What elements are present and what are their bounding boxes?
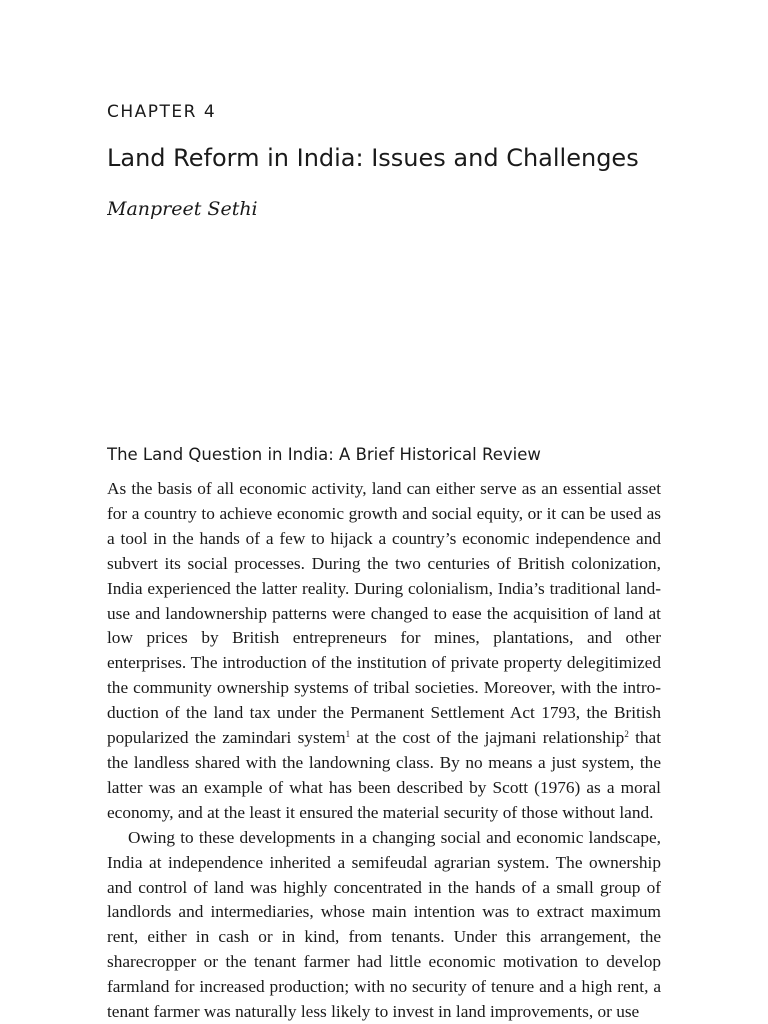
paragraph-1-part-a: As the basis of all economic activity, land can either serve as an essential asset for a country to achieve economic growth and social equity, or it can be used as a tool in the hands of a few to hijack a country’s economic independence and subvert its social processes. During the two centuries of British colonization, India experienced the latter reality. During colonialism, India’s traditional land-use and landownership patterns were changed to ease the acquisition of land at low prices by British entrepreneurs for mines, plantations, and other enterprises. The introduction of the institution of private property delegitimized the community ownership systems of tribal societies. Moreover, with the introduction of the land tax under the Permanent Settlement Act 1793, the British popularized the zamindari system <box>107 479 661 748</box>
paragraph-1-part-b: at the cost of the jajmani relationship <box>350 728 625 748</box>
chapter-label: CHAPTER 4 <box>107 102 217 122</box>
paragraph-1 <box>107 477 661 826</box>
book-page <box>107 0 661 1024</box>
section-heading: The Land Question in India: A Brief Historical Review <box>107 445 541 464</box>
footnote-marker-2[interactable]: 2 <box>624 729 629 740</box>
chapter-author: Manpreet Sethi <box>107 198 258 220</box>
footnote-marker-1[interactable]: 1 <box>345 729 351 740</box>
body-text <box>107 477 661 1024</box>
paragraph-1-part-c: that the landless shared with the landowning class. By no means a just system, the latter was an example of what has been described by Scott (1976) as a moral economy, and at the least it ensured the material security of those without land. <box>107 728 661 822</box>
chapter-title: Land Reform in India: Issues and Challenges <box>107 144 639 172</box>
paragraph-2: Owing to these developments in a changing social and economic landscape, India at independence inherited a semifeudal agrarian system. The ownership and control of land was highly concentrated in the hands of a small group of landlords and intermediaries, whose main intention was to extract maximum rent, either in cash or in kind, from tenants. Under this arrangement, the sharecropper or the tenant farmer had little economic motivation to develop farmland for increased production; with no security of tenure and a high rent, a tenant farmer was naturally less likely to invest in land improvements, or use <box>107 827 661 1022</box>
